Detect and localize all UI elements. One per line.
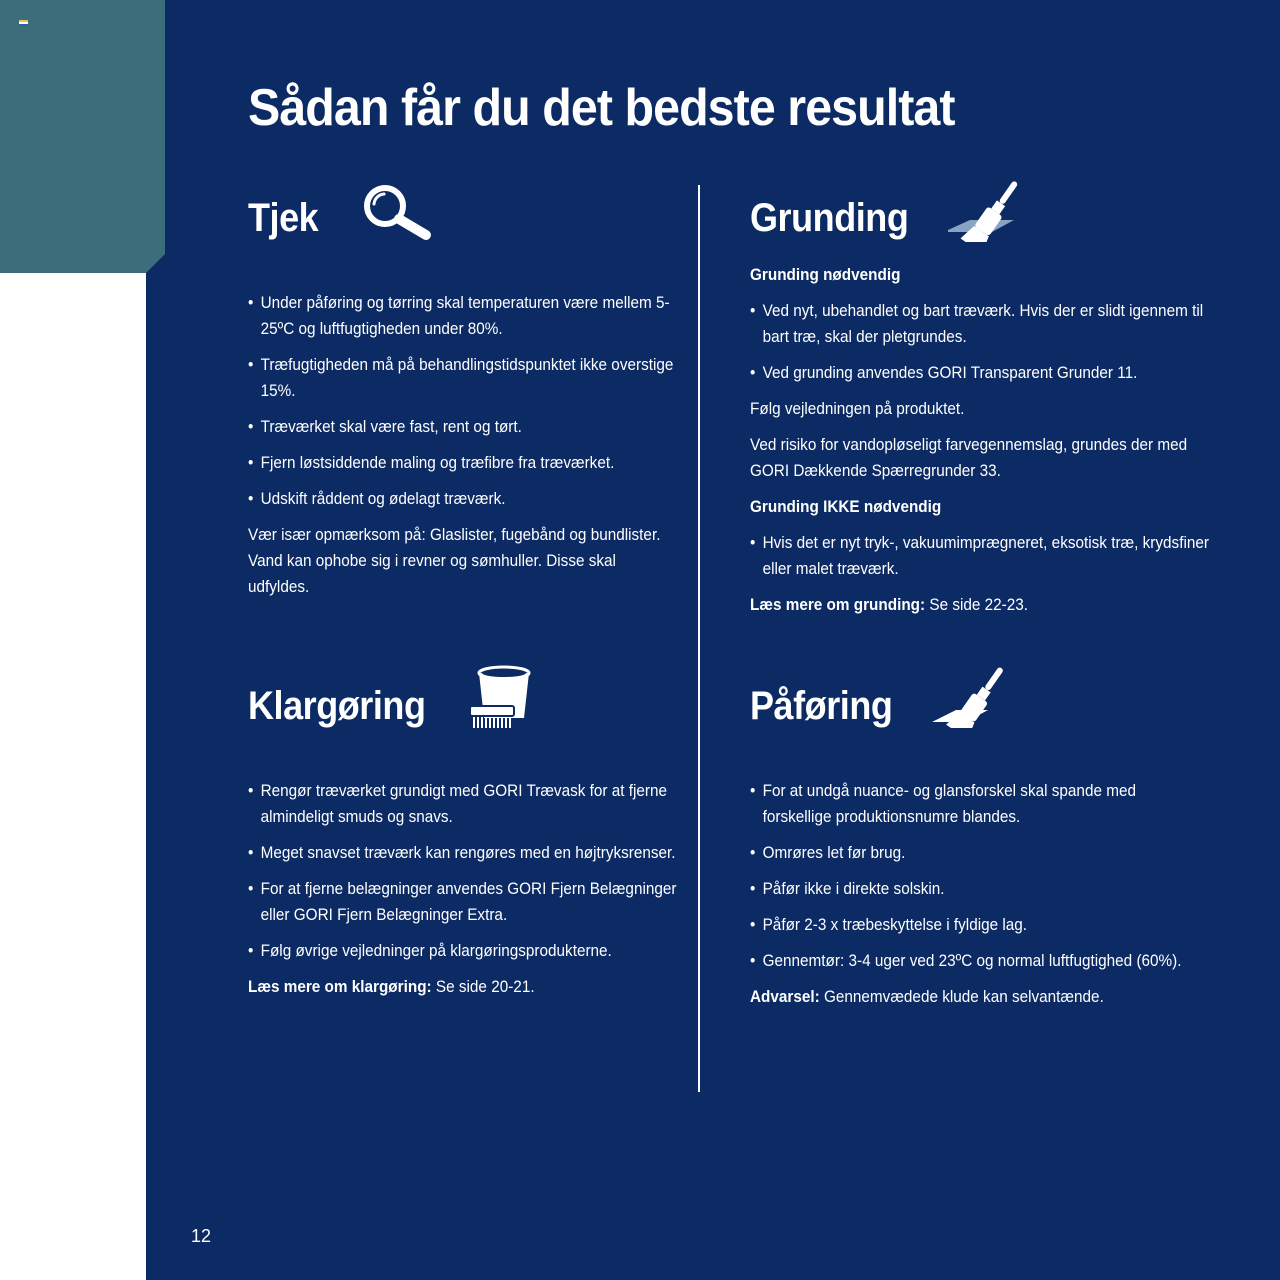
grunding-more (750, 592, 1209, 618)
klargoring-body (248, 778, 680, 1000)
primer-brush-icon (942, 174, 1034, 242)
warning-label: Advarsel: (750, 987, 820, 1006)
list-item: • For at undgå nuance- og glansforskel skal spande med forskellige produktionsnumre blandes. (750, 778, 1209, 830)
klargoring-heading: Klargøring (248, 684, 426, 728)
list-item: • Hvis det er nyt tryk-, vakuumimprægneret, eksotisk træ, krydsfiner eller malet træværk. (750, 530, 1209, 582)
section-paforing (750, 676, 1260, 1020)
paint-brush-icon (930, 658, 1022, 728)
list-item: • Påfør ikke i direkte solskin. (750, 876, 1209, 902)
grunding-heading: Grunding (750, 196, 909, 240)
read-more-text: Se side 22-23. (925, 595, 1029, 614)
paforing-heading: Påføring (750, 684, 893, 728)
list-item: • Udskift råddent og ødelagt træværk. (248, 486, 680, 512)
bucket-brush-icon (468, 664, 538, 734)
flag-icon (19, 20, 28, 26)
section-grunding (750, 188, 1260, 628)
page-number: 12 (191, 1226, 212, 1246)
grunding-sub-needed: Grunding nødvendig (750, 265, 901, 284)
page-title: Sådan får du det bedste resultat (248, 79, 955, 137)
list-item: • Meget snavset træværk kan rengøres med en højtryksrenser. (248, 840, 680, 866)
read-more-label: Læs mere om klargøring: (248, 977, 432, 996)
list-item: • Rengør træværket grundigt med GORI Trævask for at fjerne almindeligt smuds og snavs. (248, 778, 680, 830)
grunding-body (750, 262, 1209, 618)
list-item: • Under påføring og tørring skal temperaturen være mellem 5-25ºC og luftfugtigheden under 80%. (248, 290, 680, 342)
tjek-body (248, 290, 680, 600)
klargoring-more (248, 974, 680, 1000)
tjek-heading: Tjek (248, 196, 319, 240)
list-item: • Træfugtigheden må på behandlingstidspunktet ikke overstige 15%. (248, 352, 680, 404)
section-tjek (248, 188, 728, 610)
read-more-text: Se side 20-21. (431, 977, 535, 996)
list-item: • Gennemtør: 3-4 uger ved 23ºC og normal luftfugtighed (60%). (750, 948, 1209, 974)
grunding-para: Følg vejledningen på produktet. (750, 399, 965, 418)
list-item: • Fjern løstsiddende maling og træfibre fra træværket. (248, 450, 680, 476)
list-item: • Omrøres let før brug. (750, 840, 1209, 866)
paforing-body (750, 778, 1209, 1010)
warning-text: Gennemvædede klude kan selvantænde. (819, 987, 1104, 1006)
list-item: • Ved nyt, ubehandlet og bart træværk. Hvis der er slidt igennem til bart træ, skal der pletgrundes. (750, 298, 1209, 350)
list-item: • Træværket skal være fast, rent og tørt. (248, 414, 680, 440)
list-item: • Følg øvrige vejledninger på klargøringsprodukterne. (248, 938, 680, 964)
paforing-warning (750, 984, 1209, 1010)
list-item: • For at fjerne belægninger anvendes GORI Fjern Belægninger eller GORI Fjern Belægninger Extra. (248, 876, 680, 928)
magnifier-icon (360, 182, 434, 242)
grunding-sub-not-needed: Grunding IKKE nødvendig (750, 497, 942, 516)
read-more-label: Læs mere om grunding: (750, 595, 926, 614)
teal-corner-block (0, 0, 165, 273)
list-item: • Ved grunding anvendes GORI Transparent Grunder 11. (750, 360, 1209, 386)
grunding-para: Ved risiko for vandopløseligt farvegennemslag, grundes der med GORI Dækkende Spærregrunder 33. (750, 435, 1188, 480)
section-klargoring (248, 676, 728, 1010)
list-item: • Påfør 2-3 x træbeskyttelse i fyldige lag. (750, 912, 1209, 938)
tjek-note: Vær især opmærksom på: Glaslister, fugebånd og bundlister. Vand kan ophobe sig i revner og sømhuller. Disse skal udfyldes. (248, 525, 661, 596)
